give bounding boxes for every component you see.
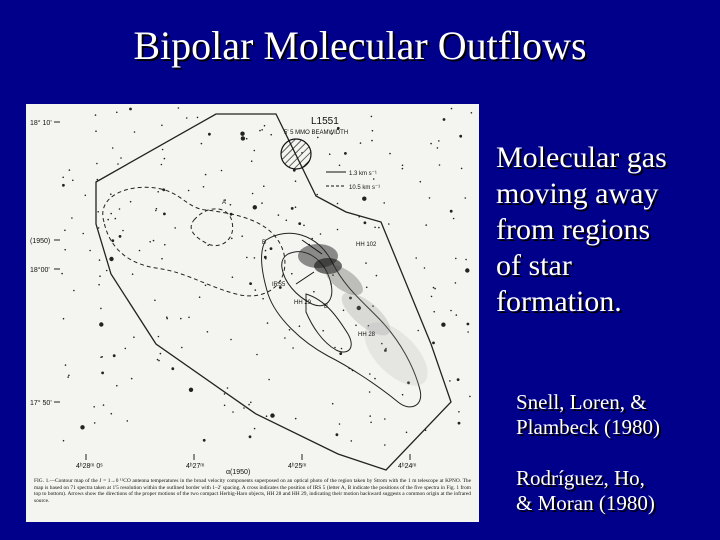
star: [97, 179, 99, 181]
star: [373, 178, 375, 180]
star: [101, 372, 104, 375]
star: [443, 118, 446, 121]
star: [101, 356, 103, 358]
star: [95, 114, 97, 116]
star: [154, 300, 156, 302]
object-label: L1551: [311, 116, 339, 127]
ra-label-3: α(1950): [226, 469, 251, 476]
star: [171, 367, 174, 370]
star: [332, 403, 334, 405]
star: [369, 391, 371, 393]
star: [449, 380, 451, 382]
star: [131, 378, 133, 380]
star: [378, 227, 380, 229]
star: [458, 422, 461, 425]
star: [254, 428, 256, 430]
star: [130, 201, 132, 203]
star: [268, 379, 270, 381]
star: [99, 322, 103, 326]
star: [115, 218, 117, 220]
proper-motion-arrow-2: [296, 272, 314, 284]
star: [265, 258, 267, 260]
star: [207, 331, 209, 333]
star: [292, 347, 294, 349]
star: [82, 233, 84, 235]
star: [465, 268, 469, 272]
star: [295, 180, 297, 182]
star: [106, 270, 108, 272]
outflow-contour-figure: [26, 104, 479, 522]
star: [231, 238, 233, 240]
star: [227, 387, 229, 389]
star: [429, 197, 431, 199]
star: [208, 133, 211, 136]
star: [125, 348, 127, 350]
star: [230, 339, 232, 341]
star: [450, 310, 452, 312]
star: [161, 164, 163, 166]
star: [254, 150, 256, 152]
star: [99, 275, 101, 277]
star: [262, 298, 264, 300]
star: [374, 227, 376, 229]
star: [224, 405, 226, 407]
star: [355, 325, 357, 327]
star: [189, 388, 193, 392]
star: [438, 140, 440, 142]
star: [336, 433, 339, 436]
star: [110, 193, 112, 195]
star: [295, 418, 297, 420]
star: [161, 258, 163, 260]
reference-line: & Moran (1980): [516, 491, 655, 515]
star: [417, 330, 419, 332]
star: [119, 208, 121, 210]
star: [384, 444, 386, 446]
star: [134, 131, 136, 133]
star: [120, 157, 122, 159]
star: [129, 108, 132, 111]
main-text-line: formation.: [496, 285, 622, 318]
star: [461, 168, 463, 170]
main-description: [496, 140, 711, 320]
star: [267, 322, 269, 324]
star: [166, 316, 168, 318]
star: [96, 163, 98, 165]
legend-label-2: 10.5 km s⁻¹: [349, 185, 381, 191]
star: [343, 310, 345, 312]
star: [313, 291, 315, 293]
star: [95, 130, 97, 132]
star: [62, 184, 65, 187]
star: [249, 282, 252, 285]
star: [266, 415, 268, 417]
star: [250, 402, 252, 404]
star: [205, 174, 207, 176]
star: [320, 233, 322, 235]
star: [89, 250, 91, 252]
star: [111, 239, 114, 242]
star: [61, 273, 63, 275]
star: [251, 160, 253, 162]
star: [299, 325, 301, 327]
main-text-line: moving away: [496, 177, 659, 210]
beam-circle: [281, 139, 311, 169]
star: [339, 423, 341, 425]
star: [465, 197, 467, 199]
star: [278, 214, 280, 216]
star: [402, 168, 404, 170]
star: [240, 132, 244, 136]
star: [433, 311, 435, 313]
star: [163, 213, 166, 216]
star: [63, 318, 65, 320]
star: [455, 282, 457, 284]
star: [186, 117, 188, 119]
ra-label-5: 4ʰ24ᵐ: [398, 463, 417, 470]
source-label-b2: B: [324, 304, 329, 310]
source-label-hh28: HH 28: [358, 332, 376, 338]
star: [85, 195, 87, 197]
star: [430, 143, 432, 145]
contour-dashed-outer: [103, 187, 285, 296]
star: [339, 165, 341, 167]
star: [384, 418, 386, 420]
star: [71, 217, 73, 219]
star: [467, 331, 469, 333]
star: [64, 230, 66, 232]
star: [155, 210, 157, 212]
star: [456, 314, 458, 316]
star: [100, 308, 102, 310]
star: [453, 218, 455, 220]
nebula: [298, 244, 438, 396]
star: [317, 137, 319, 139]
star: [295, 206, 297, 208]
star: [383, 202, 385, 204]
star: [162, 188, 165, 191]
star: [329, 153, 331, 155]
star: [467, 323, 470, 326]
star: [389, 153, 391, 155]
star: [107, 219, 109, 221]
source-label-irs5: IRS5: [272, 282, 286, 288]
star: [72, 180, 74, 182]
star: [471, 112, 473, 114]
star: [270, 413, 274, 417]
ra-label-2: 4ʰ27ᵐ: [186, 463, 205, 470]
star: [149, 241, 151, 243]
star: [132, 273, 134, 275]
star: [249, 435, 252, 438]
star: [116, 385, 118, 387]
star: [246, 138, 248, 140]
star: [362, 197, 366, 201]
star: [97, 211, 99, 213]
star: [270, 247, 273, 250]
ra-label-1: 4ʰ28ᵐ 0ˢ: [76, 463, 103, 470]
star: [197, 117, 199, 119]
star: [67, 376, 69, 378]
star: [203, 186, 205, 188]
star: [205, 285, 207, 287]
star: [334, 347, 336, 349]
star: [371, 140, 373, 142]
star: [166, 318, 168, 320]
star: [230, 204, 232, 206]
star: [289, 329, 291, 331]
star: [224, 393, 226, 395]
star: [425, 224, 427, 226]
star: [203, 439, 206, 442]
star: [157, 191, 159, 193]
source-label-hh29: HH 29: [294, 300, 312, 306]
star: [119, 235, 122, 238]
star: [111, 413, 113, 415]
star: [291, 207, 294, 210]
star: [232, 411, 234, 413]
star: [351, 440, 353, 442]
star: [174, 227, 176, 229]
main-text-line: Molecular gas: [496, 141, 667, 174]
star: [178, 107, 180, 109]
star: [241, 136, 245, 140]
legend-label-1: 1.3 km s⁻¹: [349, 171, 377, 177]
source-label-a: A: [222, 200, 227, 206]
star: [64, 249, 66, 251]
star: [201, 143, 203, 145]
reference-line: Snell, Loren, &: [516, 390, 647, 414]
star-field: [61, 107, 472, 446]
star: [255, 289, 257, 291]
star: [199, 296, 201, 298]
star: [188, 317, 190, 319]
star: [62, 177, 64, 179]
star: [69, 169, 71, 171]
star: [160, 353, 162, 355]
star: [284, 337, 286, 339]
source-label-b: B: [262, 240, 267, 246]
star: [243, 407, 245, 409]
dec-label-4: 17° 50': [30, 400, 52, 407]
star: [339, 352, 342, 355]
star: [372, 130, 374, 132]
star: [402, 394, 404, 396]
star: [112, 147, 114, 149]
reference-line: Rodríguez, Ho,: [516, 466, 645, 490]
star: [261, 129, 263, 131]
star: [93, 406, 95, 408]
star: [156, 208, 158, 210]
star: [450, 210, 453, 213]
star: [369, 373, 371, 375]
star: [366, 287, 368, 289]
star: [232, 276, 234, 278]
star: [263, 185, 265, 187]
star: [241, 235, 243, 237]
star: [406, 432, 408, 434]
star: [322, 330, 324, 332]
star: [158, 336, 160, 338]
star: [98, 284, 100, 286]
star: [439, 164, 441, 166]
star: [261, 202, 263, 204]
star: [259, 130, 261, 132]
main-text-line: of star: [496, 249, 572, 282]
star: [162, 149, 164, 151]
star: [451, 108, 453, 110]
star: [246, 257, 248, 259]
star: [286, 220, 288, 222]
star: [337, 229, 339, 231]
reference-line: Plambeck (1980): [516, 415, 661, 439]
star: [73, 290, 75, 292]
star: [158, 360, 160, 362]
star: [63, 440, 65, 442]
star: [94, 422, 96, 424]
star: [117, 163, 119, 165]
star: [252, 193, 254, 195]
star: [253, 205, 257, 209]
star: [291, 273, 293, 275]
star: [254, 257, 256, 259]
star: [180, 318, 182, 320]
main-text-line: from regions: [496, 213, 651, 246]
star: [365, 262, 367, 264]
star: [364, 221, 367, 224]
star: [127, 420, 129, 422]
star: [424, 267, 426, 269]
star: [65, 364, 67, 366]
star: [465, 259, 467, 261]
star: [164, 158, 166, 160]
slide-title: Bipolar Molecular Outflows: [133, 23, 587, 68]
reference-snell: [516, 390, 716, 440]
star: [459, 135, 462, 138]
contour-map: [26, 104, 479, 522]
dec-label-3: 18°00': [30, 267, 50, 274]
star: [415, 257, 417, 259]
star: [188, 190, 190, 192]
star: [221, 170, 223, 172]
star: [68, 375, 70, 377]
star: [110, 213, 112, 215]
star: [98, 227, 100, 229]
star: [264, 125, 266, 127]
star: [455, 258, 457, 260]
star: [369, 415, 371, 417]
star: [256, 354, 258, 356]
star: [360, 142, 362, 144]
star: [434, 288, 436, 290]
dec-label-1: 18° 10': [30, 120, 52, 127]
star: [316, 194, 318, 196]
star: [374, 378, 376, 380]
star: [337, 203, 339, 205]
star: [181, 347, 183, 349]
star: [113, 354, 116, 357]
star: [431, 296, 433, 298]
star: [458, 411, 460, 413]
beam-label: 5' 5 MMO BEAMWIDTH: [284, 130, 349, 136]
contour-dashed-inner: [191, 209, 233, 246]
star: [437, 147, 439, 149]
star: [99, 259, 101, 261]
star: [303, 225, 305, 227]
star: [344, 152, 347, 155]
star: [433, 287, 435, 289]
star: [402, 165, 404, 167]
star: [122, 230, 124, 232]
star: [139, 250, 141, 252]
star: [469, 396, 471, 398]
star: [109, 257, 113, 261]
star: [133, 336, 135, 338]
star: [370, 422, 372, 424]
star: [157, 359, 159, 361]
star: [161, 125, 163, 127]
source-label-hh102: HH 102: [356, 242, 377, 248]
star: [298, 222, 301, 225]
star: [441, 323, 445, 327]
star: [153, 240, 155, 242]
reference-rodriguez: [516, 466, 716, 516]
figure-caption: FIG. 1.—Contour map of the J = 1→0 ¹²CO antenna temperatures in the broad velocity components superposed on an optical photo of the region taken by Strom with the 1 m telescope at KPNO. The map is based on 71 spectra taken at 1'5 resolution within the outlined border with 1–2' spacing. A cross indicates the position of IRS 5 (letter A, B indicate the positions of the five spectra in Fig. 1 from top to bottom). Arrows show the directions of the proper motions of the two compact Herbig-Haro objects, HH 28 and HH 29, indicating their motion backward suggests a common origin at the infrared source.: [34, 478, 471, 504]
star: [420, 181, 422, 183]
star: [388, 223, 390, 225]
star: [164, 244, 166, 246]
star: [457, 378, 460, 381]
star: [341, 348, 343, 350]
star: [270, 134, 272, 136]
star: [80, 425, 84, 429]
star: [265, 250, 267, 252]
star: [371, 116, 373, 118]
star: [432, 342, 435, 345]
ra-label-4: 4ʰ25ᵐ: [288, 463, 307, 470]
star: [103, 404, 105, 406]
star: [116, 112, 118, 114]
star: [376, 275, 378, 277]
dec-label-2: (1950): [30, 238, 51, 245]
star: [248, 404, 250, 406]
